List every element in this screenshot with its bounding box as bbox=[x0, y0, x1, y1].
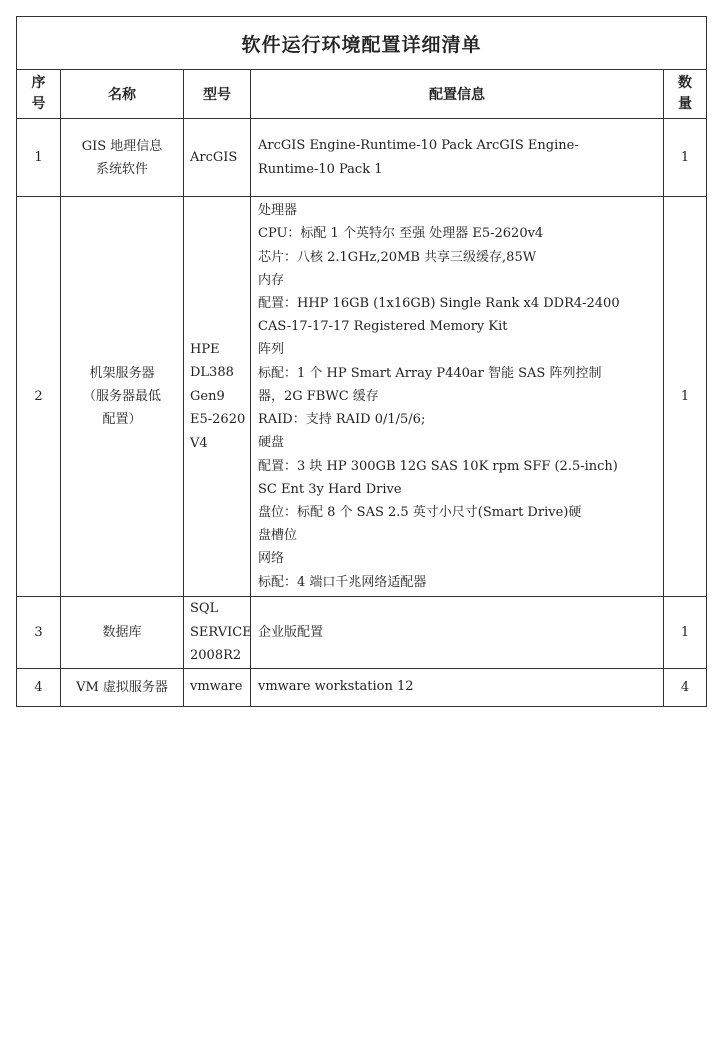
row-model bbox=[184, 197, 251, 597]
config-section-processor: 处理器 bbox=[258, 203, 298, 219]
config-array: 标配：1 个 HP Smart Array P440ar 智能 SAS 阵列控制 bbox=[258, 365, 602, 381]
row-name bbox=[61, 119, 184, 197]
header-seq-line-1: 序 bbox=[31, 75, 46, 91]
config-section-disk: 硬盘 bbox=[258, 435, 285, 451]
row-config-line: 企业版配置 bbox=[258, 624, 324, 640]
row-seq: 4 bbox=[17, 668, 61, 706]
row-seq: 3 bbox=[17, 597, 61, 669]
row-qty: 1 bbox=[664, 197, 707, 597]
row-config-line: ArcGIS Engine-Runtime-10 Pack ArcGIS Engine- bbox=[258, 138, 579, 154]
table-row bbox=[17, 597, 707, 669]
table-row bbox=[17, 197, 707, 597]
config-disk: 配置：3 块 HP 300GB 12G SAS 10K rpm SFF (2.5-inch) bbox=[258, 458, 618, 474]
row-qty: 4 bbox=[664, 668, 707, 706]
row-name-line: 机架服务器 bbox=[89, 366, 155, 381]
header-name: 名称 bbox=[61, 70, 184, 119]
title-row bbox=[17, 17, 707, 70]
config-network: 标配：4 端口千兆网络适配器 bbox=[258, 574, 427, 590]
row-model-line: DL388 bbox=[190, 365, 234, 381]
config-array-cont: 器，2G FBWC 缓存 bbox=[258, 388, 379, 404]
row-name-line: （服务器最低 bbox=[82, 389, 161, 404]
row-model-line: HPE bbox=[190, 341, 220, 357]
config-bays: 盘位：标配 8 个 SAS 2.5 英寸小尺寸(Smart Drive)硬 bbox=[258, 504, 582, 520]
header-model: 型号 bbox=[184, 70, 251, 119]
row-name-line: VM 虚拟服务器 bbox=[76, 679, 168, 695]
row-seq: 1 bbox=[17, 119, 61, 197]
row-model bbox=[184, 119, 251, 197]
row-model-line: V4 bbox=[190, 435, 208, 451]
config-memory: 配置：HHP 16GB (1x16GB) Single Rank x4 DDR4-2400 bbox=[258, 296, 620, 312]
row-config bbox=[251, 668, 664, 706]
row-name-line: 配置） bbox=[102, 412, 142, 427]
config-chip: 芯片：八核 2.1GHz,20MB 共享三级缓存,85W bbox=[258, 249, 537, 265]
row-name bbox=[61, 668, 184, 706]
row-model-line: SQL bbox=[190, 601, 219, 616]
config-cpu: CPU：标配 1 个英特尔 至强 处理器 E5-2620v4 bbox=[258, 226, 544, 242]
row-name bbox=[61, 197, 184, 597]
header-row bbox=[17, 70, 707, 119]
row-config bbox=[251, 597, 664, 669]
header-qty-line-1: 数 bbox=[678, 75, 692, 91]
row-model-line: vmware bbox=[190, 679, 243, 695]
config-table bbox=[16, 16, 707, 707]
header-config: 配置信息 bbox=[251, 70, 664, 119]
row-name bbox=[61, 597, 184, 669]
row-qty: 1 bbox=[664, 119, 707, 197]
row-config-line: vmware workstation 12 bbox=[258, 679, 414, 695]
header-seq-line-2: 号 bbox=[31, 96, 46, 112]
table-title: 软件运行环境配置详细清单 bbox=[17, 17, 707, 70]
row-model-line: 2008R2 bbox=[190, 648, 242, 663]
row-config bbox=[251, 119, 664, 197]
config-raid: RAID：支持 RAID 0/1/5/6; bbox=[258, 412, 426, 428]
config-section-memory: 内存 bbox=[258, 272, 285, 288]
row-name-line: 系统软件 bbox=[95, 161, 148, 177]
config-memory-cont: CAS-17-17-17 Registered Memory Kit bbox=[258, 319, 508, 335]
row-name-line: 数据库 bbox=[102, 624, 142, 640]
table-row bbox=[17, 119, 707, 197]
row-model-line: SERVICE bbox=[190, 624, 252, 640]
row-name-line: GIS 地理信息 bbox=[81, 138, 163, 154]
table-row bbox=[17, 668, 707, 706]
row-model-line: ArcGIS bbox=[190, 149, 238, 165]
header-qty-line-2: 量 bbox=[678, 96, 692, 112]
row-qty: 1 bbox=[664, 597, 707, 669]
row-config-line: Runtime-10 Pack 1 bbox=[258, 161, 383, 177]
config-bays-cont: 盘槽位 bbox=[258, 528, 298, 544]
header-qty bbox=[664, 70, 707, 119]
config-section-array: 阵列 bbox=[258, 342, 285, 358]
row-model-line: Gen9 bbox=[190, 388, 225, 404]
row-model bbox=[184, 668, 251, 706]
row-config bbox=[251, 197, 664, 597]
row-model bbox=[184, 597, 251, 669]
config-section-network: 网络 bbox=[258, 551, 285, 567]
row-seq: 2 bbox=[17, 197, 61, 597]
row-model-line: E5-2620 bbox=[190, 412, 246, 428]
config-disk-cont: SC Ent 3y Hard Drive bbox=[258, 481, 402, 497]
header-seq bbox=[17, 70, 61, 119]
